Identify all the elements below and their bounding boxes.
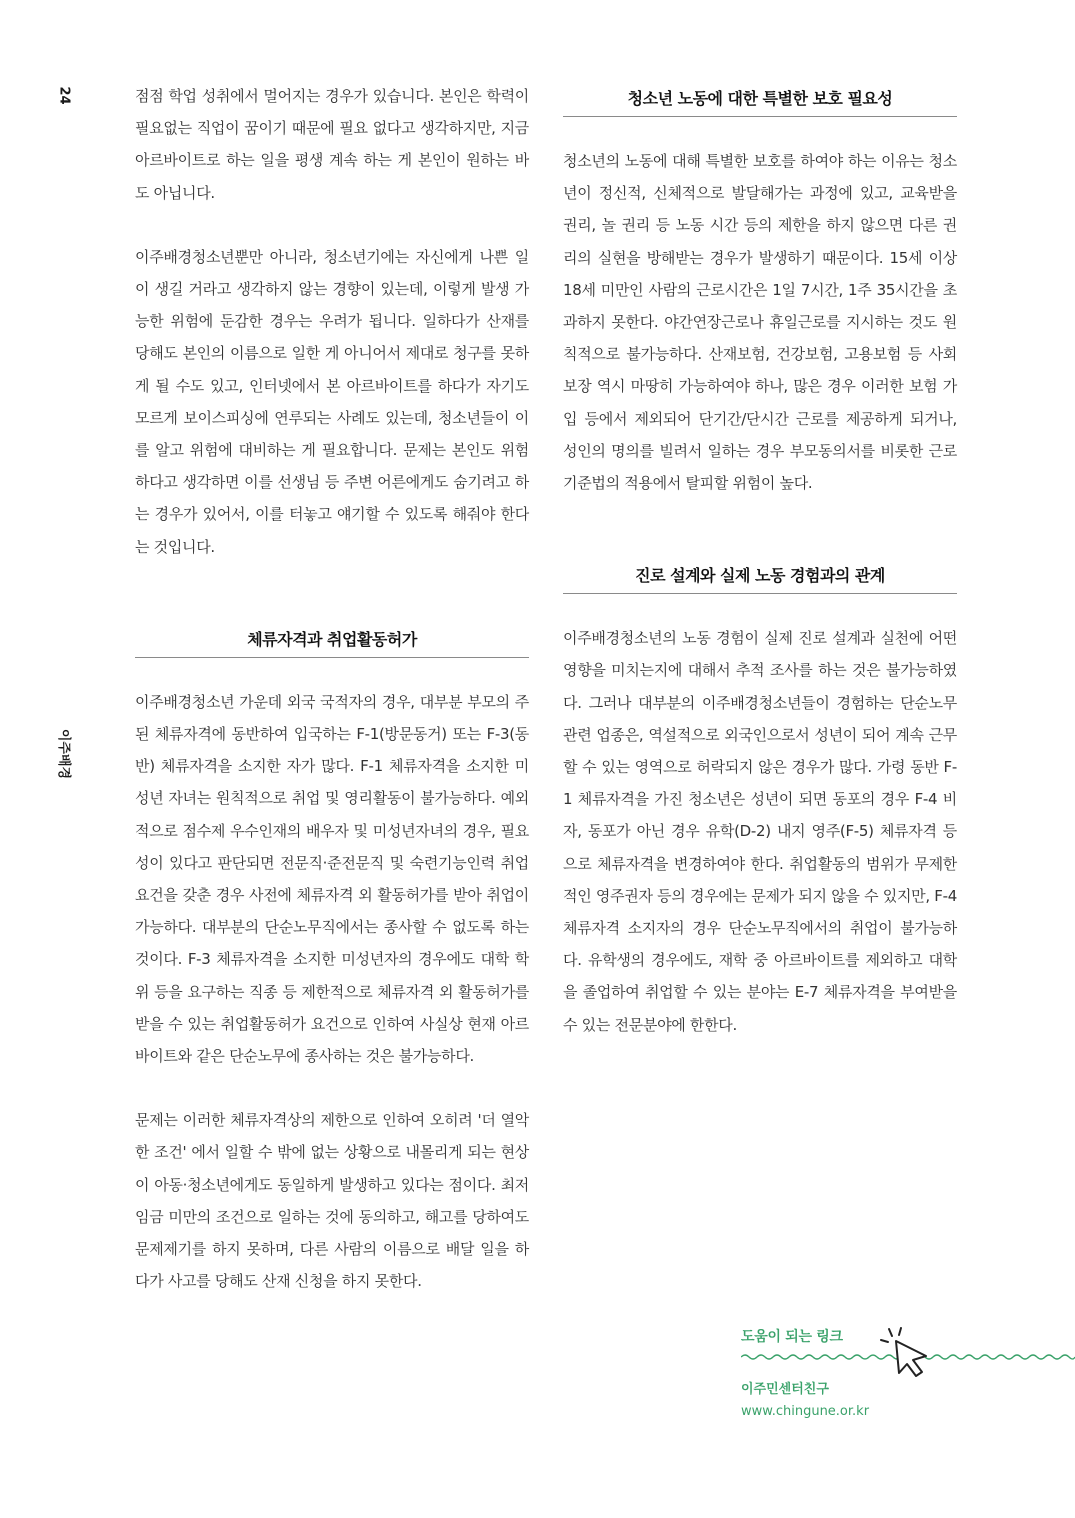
link-org-name: 이주민센터친구: [741, 1382, 829, 1397]
section-heading: 청소년 노동에 대한 특별한 보호 필요성: [563, 86, 957, 117]
body-paragraph: 이주배경청소년의 노동 경험이 실제 진로 설계과 실천에 어떤 영향을 미치는지에 대해서 추적 조사를 하는 것은 불가능하였다. 그러나 대부분의 이주배경청소년들이 경험하는 단순노무 관련 업종은, 역설적으로 외국인으로서 성년이 되어 계속 근무할 수 있는 영역으로 허락되지 않은 경우가 많다. 가령 동반 F-1 체류자격을 가진 청소년은 성년이 되면 동포의 경우 F-4 비자, 동포가 아닌 경우 유학(D-2) 내지 영주(F-5) 체류자격 등으로 체류자격을 변경하여야 한다. 취업활동의 범위가 무제한적인 영주권자 등의 경우에는 문제가 되지 않을 수 있지만, F-4 체류자격 소지자의 경우 단순노무직에서의 취업이 불가능하다. 유학생의 경우에도, 재학 중 아르바이트를 제외하고 대학을 졸업하여 취업할 수 있는 분야는 E-7 체류자격을 부여받을 수 있는 전문분야에 한한다.: [563, 629, 957, 1034]
left-column: [135, 80, 529, 1298]
body-paragraph: 이주배경청소년뿐만 아니라, 청소년기에는 자신에게 나쁜 일이 생길 거라고 생각하지 않는 경향이 있는데, 이렇게 발생 가능한 위험에 둔감한 경우는 우려가 됩니다. 일하다가 산재를 당해도 본인의 이름으로 일한 게 아니어서 제대로 청구를 못하게 될 수도 있고, 인터넷에서 본 아르바이트를 하다가 자기도 모르게 보이스피싱에 연루되는 사례도 있는데, 청소년들이 이를 알고 위험에 대비하는 게 필요합니다. 문제는 본인도 위험하다고 생각하면 이를 선생님 등 주변 어른에게도 숨기려고 하는 경우가 있어서, 이를 터놓고 얘기할 수 있도록 해줘야 한다는 것입니다.: [135, 247, 529, 556]
body-paragraph: 점점 학업 성취에서 멀어지는 경우가 있습니다. 본인은 학력이 필요없는 직업이 꿈이기 때문에 필요 없다고 생각하지만, 지금 아르바이트로 하는 일을 평생 계속 하는 게 본인이 원하는 바도 아닙니다.: [135, 87, 529, 202]
body-paragraph: 문제는 이러한 체류자격상의 제한으로 인하여 오히려 '더 열악한 조건' 에서 일할 수 밖에 없는 상황으로 내몰리게 되는 현상이 아동·청소년에게도 동일하게 발생하고 있다는 점이다. 최저임금 미만의 조건으로 일하는 것에 동의하고, 해고를 당하여도 문제제기를 하지 못하며, 다른 사람의 이름으로 배달 일을 하다가 사고를 당해도 산재 신청을 하지 못한다.: [135, 1111, 529, 1291]
page-number: 24: [56, 86, 72, 105]
link-url[interactable]: www.chingune.or.kr: [741, 1404, 870, 1419]
body-paragraph: 청소년의 노동에 대해 특별한 보호를 하여야 하는 이유는 청소년이 정신적, 신체적으로 발달해가는 과정에 있고, 교육받을 권리, 놀 권리 등 노동 시간 등의 제한을 하지 않으면 다른 권리의 실현을 방해받는 경우가 발생하기 때문이다. 15세 이상 18세 미만인 사람의 근로시간은 1일 7시간, 1주 35시간을 초과하지 못한다. 야간연장근로나 휴일근로를 지시하는 것도 원칙적으로 불가능하다. 산재보험, 건강보험, 고용보험 등 사회보장 역시 마땅히 가능하여야 하나, 많은 경우 이러한 보험 가입 등에서 제외되어 단기간/단시간 근로를 제공하게 되거나, 성인의 명의를 빌려서 일하는 경우 부모동의서를 비롯한 근로기준법의 적용에서 탈피할 위험이 높다.: [563, 152, 957, 493]
section-heading: 체류자격과 취업활동허가: [135, 627, 529, 658]
section-heading: 진로 설계와 실제 노동 경험과의 관계: [563, 563, 957, 594]
helpful-links-title: 도움이 되는 링크: [741, 1329, 843, 1345]
right-column: [563, 80, 957, 1041]
body-paragraph: 이주배경청소년 가운데 외국 국적자의 경우, 대부분 부모의 주된 체류자격에 동반하여 입국하는 F-1(방문동거) 또는 F-3(동반) 체류자격을 소지한 자가 많다. F-1 체류자격을 소지한 미성년 자녀는 원칙적으로 취업 및 영리활동이 불가능하다. 예외적으로 점수제 우수인재의 배우자 및 미성년자녀의 경우, 필요성이 있다고 판단되면 전문직·준전문직 및 숙련기능인력 취업 요건을 갖춘 경우 사전에 체류자격 외 활동허가를 받아 취업이 가능하다. 대부분의 단순노무직에서는 종사할 수 없도록 하는 것이다. F-3 체류자격을 소지한 미성년자의 경우에도 대학 학위 등을 요구하는 직종 등 제한적으로 체류자격 외 활동허가를 받을 수 있는 취업활동허가 요건으로 인하여 사실상 현재 아르바이트와 같은 단순노무에 종사하는 것은 불가능하다.: [135, 692, 529, 1066]
cursor-click-icon: [877, 1326, 933, 1380]
section-side-label: 이주배경: [56, 728, 71, 780]
